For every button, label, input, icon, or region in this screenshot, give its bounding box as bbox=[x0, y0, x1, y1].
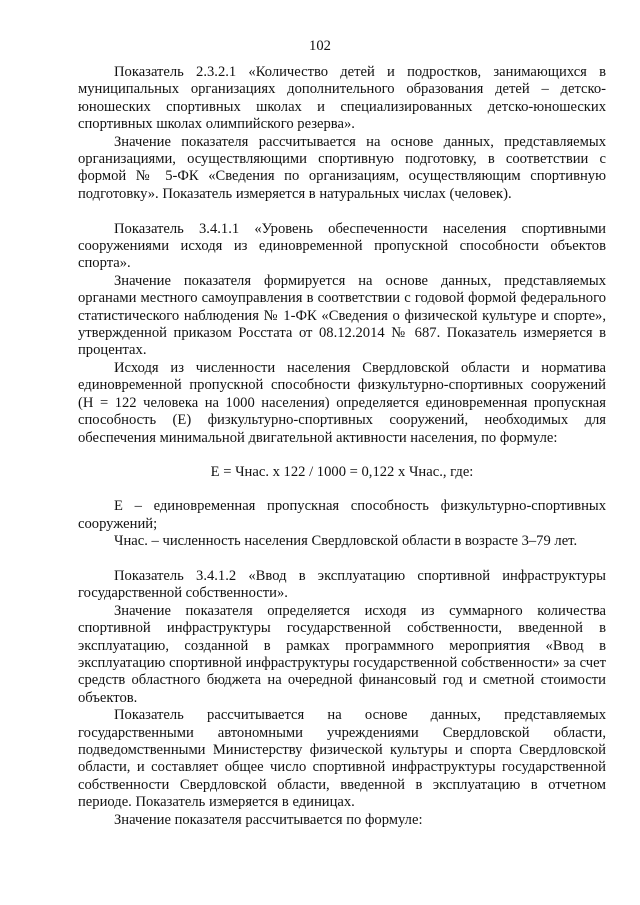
paragraph-population-norm: Исходя из численности населения Свердловской области и норматива единовременной пропускной способности физкультурно-спортивных сооружений (Н = 122 человека на 1000 населения) определяется единовременная пропускная способность (Е) физкультурно-спортивных сооружений, необходимых для обеспечения минимальной двигательной активности населения, по формуле: bbox=[78, 359, 606, 446]
spacer bbox=[78, 551, 606, 568]
paragraph-formula-intro: Значение показателя рассчитывается по формуле: bbox=[114, 811, 423, 828]
page-number: 102 bbox=[309, 38, 331, 54]
spacer bbox=[78, 203, 606, 220]
paragraph-indicator-3-4-1-1-value: Значение показателя формируется на основе данных, представляемых органами местного самоуправления в соответствии с годовой формой федерального статистического наблюдения № 1-ФК «Сведения о физической культуре и спорте», утвержденной приказом Росстата от 08.12.2014 № 687. Показатель измеряется в процентах. bbox=[78, 272, 606, 359]
paragraph-indicator-2-3-2-1-value: Значение показателя рассчитывается на основе данных, представляемых организациями, осуществляющими спортивную подготовку, в соответствии с формой № 5-ФК «Сведения по организациям, осуществляющим спортивную подготовку». Показатель измеряется в натуральных числах (человек). bbox=[78, 133, 606, 202]
formula-definition-e: Е – единовременная пропускная способность физкультурно-спортивных сооружений; bbox=[78, 498, 606, 532]
formula-definition-population: Чнас. – численность населения Свердловской области в возрасте 3–79 лет. bbox=[114, 533, 578, 550]
paragraph-indicator-3-4-1-2: Показатель 3.4.1.2 «Ввод в эксплуатацию спортивной инфраструктуры государственной собственности». bbox=[78, 567, 606, 602]
formula-capacity: Е = Чнас. х 122 / 1000 = 0,122 х Чнас., где: bbox=[210, 463, 474, 480]
paragraph-indicator-3-4-1-1: Показатель 3.4.1.1 «Уровень обеспеченности населения спортивными сооружениями исходя из единовременной пропускной способности объектов спорта». bbox=[78, 220, 606, 272]
paragraph-indicator-3-4-1-2-source: Показатель рассчитывается на основе данных, представляемых государственными автономными учреждениями Свердловской области, подведомственными Министерству физической культуры и спорта Свердловской области, и составляет общее число спортивной инфраструктуры государственной собственности Свердловской области, введенной в эксплуатацию в отчетном периоде. Показатель измеряется в единицах. bbox=[78, 707, 606, 811]
paragraph-indicator-3-4-1-2-value: Значение показателя определяется исходя из суммарного количества спортивной инфраструктуры государственной собственности, введенной в эксплуатацию, созданной в рамках программного мероприятия «Ввод в эксплуатацию спортивной инфраструктуры государственной собственности» за счет средств областного бюджета на очередной финансовый год и сметной стоимости объектов. bbox=[78, 602, 606, 706]
page-body bbox=[78, 64, 606, 829]
paragraph-indicator-2-3-2-1: Показатель 2.3.2.1 «Количество детей и подростков, занимающихся в муниципальных организациях дополнительного образования детей – детско-юношеских спортивных школах и специализированных детско-юношеских спортивных школах олимпийского резерва». bbox=[78, 64, 606, 133]
